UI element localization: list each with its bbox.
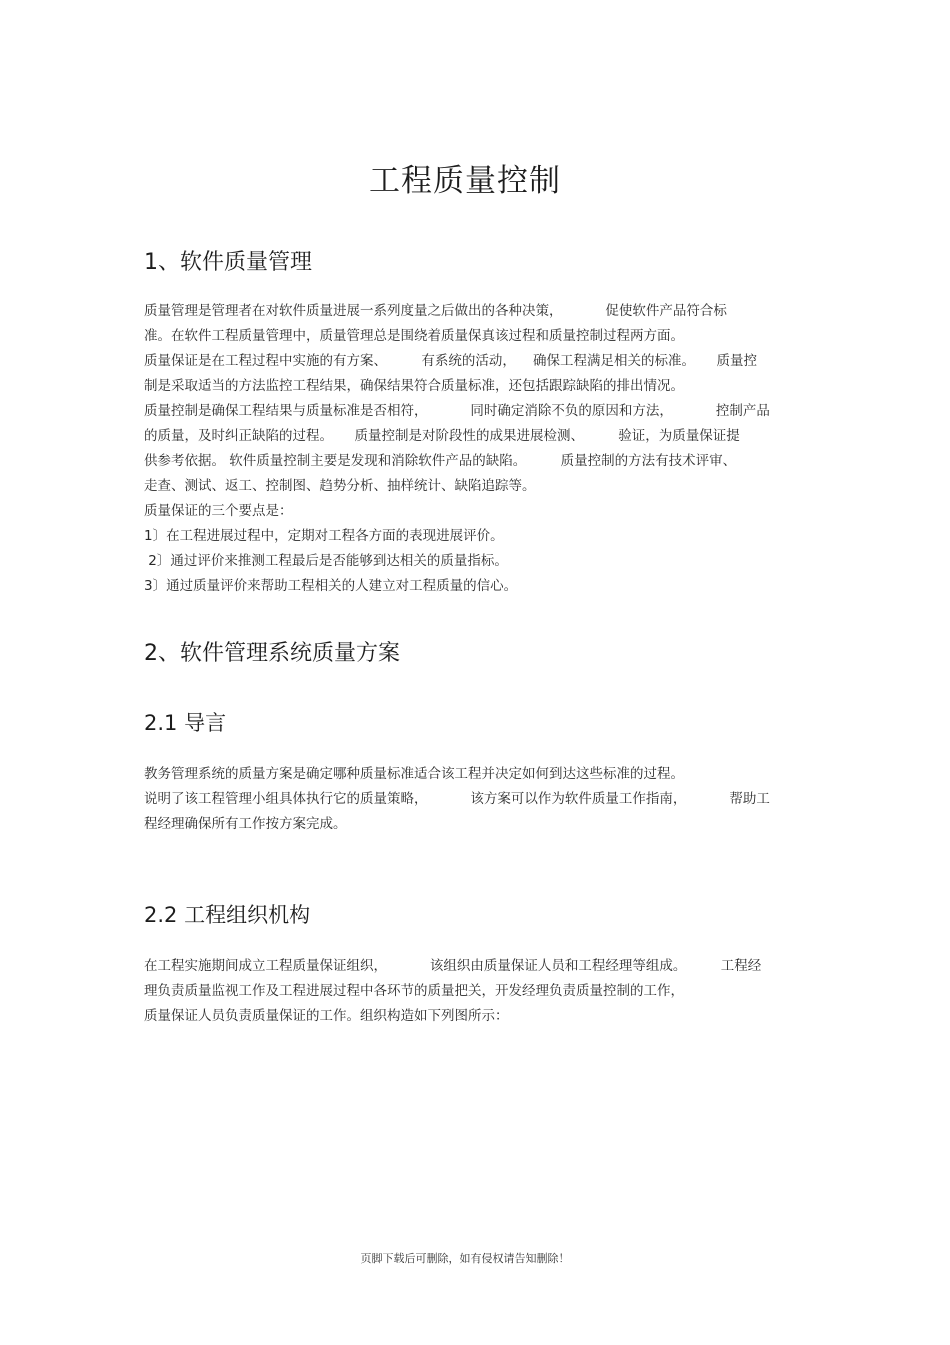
body-line: 准。在软件工程质量管理中，质量管理总是围绕着质量保真该过程和质量控制过程两方面。 xyxy=(144,328,684,344)
body-line: 的质量，及时纠正缺陷的过程。 质量控制是对阶段性的成果进展检测、 验证，为质量保证提 xyxy=(144,428,740,444)
page-footer: 页脚下载后可删除，如有侵权请告知删除！ xyxy=(360,1252,570,1265)
section-2-1-heading: 2.1 导言 xyxy=(144,711,227,735)
body-line: 质量保证是在工程过程中实施的有方案、 有系统的活动， 确保工程满足相关的标准。 质量控 xyxy=(144,353,757,369)
list-item: 1〕在工程进展过程中，定期对工程各方面的表现进展评价。 xyxy=(144,528,504,544)
body-line: 教务管理系统的质量方案是确定哪种质量标准适合该工程并决定如何到达这些标准的过程。 xyxy=(144,766,684,782)
body-line: 质量控制是确保工程结果与质量标准是否相符， 同时确定消除不负的原因和方法， 控制产品 xyxy=(144,403,770,419)
list-item: 2〕通过评价来推测工程最后是否能够到达相关的质量指标。 xyxy=(144,553,508,569)
section-2-2-body xyxy=(144,954,804,1029)
section-2-2-heading: 2.2 工程组织机构 xyxy=(144,903,311,927)
section-1-heading: 1、软件质量管理 xyxy=(144,250,312,275)
body-line: 供参考依据。 软件质量控制主要是发现和消除软件产品的缺陷。 质量控制的方法有技术评审、 xyxy=(144,453,737,469)
body-line: 程经理确保所有工作按方案完成。 xyxy=(144,816,347,832)
document-title: 工程质量控制 xyxy=(369,163,561,199)
section-2-heading: 2、软件管理系统质量方案 xyxy=(144,641,400,666)
body-line: 质量管理是管理者在对软件质量进展一系列度量之后做出的各种决策， 促使软件产品符合标 xyxy=(144,303,727,319)
section-1-body xyxy=(144,299,804,599)
body-line: 质量保证人员负责质量保证的工作。组织构造如下列图所示： xyxy=(144,1008,509,1024)
body-line: 说明了该工程管理小组具体执行它的质量策略， 该方案可以作为软件质量工作指南， 帮助工 xyxy=(144,791,770,807)
body-line: 在工程实施期间成立工程质量保证组织， 该组织由质量保证人员和工程经理等组成。 工程经 xyxy=(144,958,762,974)
body-line: 质量保证的三个要点是： xyxy=(144,503,293,519)
body-line: 理负责质量监视工作及工程进展过程中各环节的质量把关，开发经理负责质量控制的工作， xyxy=(144,983,684,999)
body-line: 制是采取适当的方法监控工程结果，确保结果符合质量标准，还包括跟踪缺陷的排出情况。 xyxy=(144,378,684,394)
body-line: 走查、测试、返工、控制图、趋势分析、抽样统计、缺陷追踪等。 xyxy=(144,478,536,494)
list-item: 3〕通过质量评价来帮助工程相关的人建立对工程质量的信心。 xyxy=(144,578,518,594)
section-2-1-body xyxy=(144,762,804,837)
